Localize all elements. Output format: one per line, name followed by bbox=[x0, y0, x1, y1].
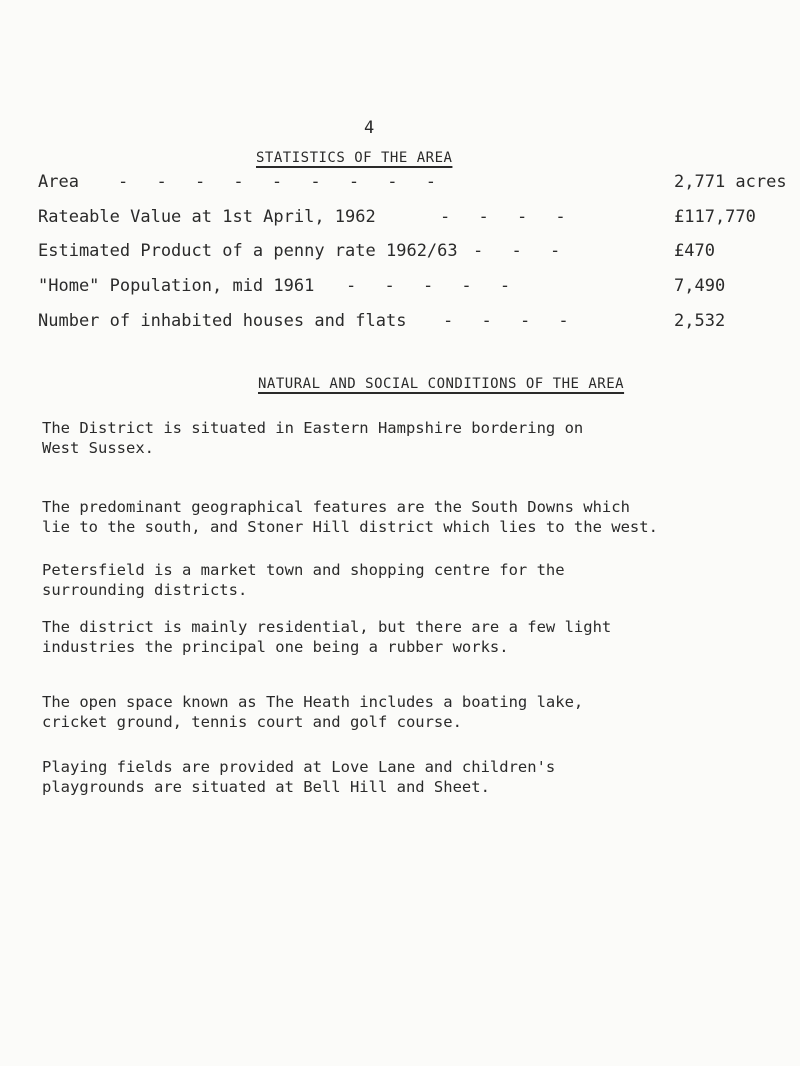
paragraph-line: The District is situated in Eastern Hampshire bordering on bbox=[42, 419, 584, 437]
stat-leader-dashes: - - - - - - - - - bbox=[118, 172, 445, 192]
paragraph-line: industries the principal one being a rubber works. bbox=[42, 638, 509, 656]
stat-label: "Home" Population, mid 1961 bbox=[38, 276, 315, 296]
stat-label: Rateable Value at 1st April, 1962 bbox=[38, 207, 376, 227]
stat-leader-dashes: - - - bbox=[473, 241, 570, 261]
paragraph-line: The predominant geographical features are the South Downs which bbox=[42, 498, 630, 516]
stat-value: £117,770 bbox=[674, 207, 756, 227]
paragraph-line: surrounding districts. bbox=[42, 581, 248, 599]
stat-row-area bbox=[38, 172, 800, 196]
stat-leader-dashes: - - - - bbox=[440, 207, 575, 227]
paragraph-playing-fields bbox=[42, 757, 702, 797]
paragraph-heath bbox=[42, 692, 702, 732]
stat-value: £470 bbox=[674, 241, 715, 261]
paragraph-line: lie to the south, and Stoner Hill district which lies to the west. bbox=[42, 518, 658, 536]
page-number: 4 bbox=[364, 118, 375, 138]
stat-row-rateable-value bbox=[38, 207, 800, 231]
paragraph-line: The open space known as The Heath includes a boating lake, bbox=[42, 693, 584, 711]
paragraph-geography bbox=[42, 497, 702, 537]
stat-row-inhabited-houses bbox=[38, 311, 800, 335]
paragraph-line: Playing fields are provided at Love Lane and children's bbox=[42, 758, 556, 776]
stat-label: Estimated Product of a penny rate 1962/63 bbox=[38, 241, 458, 261]
paragraph-industry bbox=[42, 617, 702, 657]
natural-social-heading: NATURAL AND SOCIAL CONDITIONS OF THE AREA bbox=[258, 376, 625, 392]
stat-leader-dashes: - - - - bbox=[443, 311, 578, 331]
paragraph-line: playgrounds are situated at Bell Hill and Sheet. bbox=[42, 778, 490, 796]
stat-label: Number of inhabited houses and flats bbox=[38, 311, 407, 331]
paragraph-line: cricket ground, tennis court and golf course. bbox=[42, 713, 462, 731]
stat-value: 2,532 bbox=[674, 311, 726, 331]
stat-value: 2,771 acres bbox=[674, 172, 787, 192]
paragraph-line: Petersfield is a market town and shopping centre for the bbox=[42, 561, 565, 579]
stat-leader-dashes: - - - - - bbox=[346, 276, 520, 296]
paragraph-line: The district is mainly residential, but there are a few light bbox=[42, 618, 612, 636]
paragraph-line: West Sussex. bbox=[42, 439, 154, 457]
stat-value: 7,490 bbox=[674, 276, 726, 296]
stat-row-home-population bbox=[38, 276, 800, 300]
statistics-heading: STATISTICS OF THE AREA bbox=[256, 150, 453, 166]
stat-row-penny-rate bbox=[38, 241, 800, 265]
stat-label: Area bbox=[38, 172, 79, 192]
paragraph-location bbox=[42, 418, 702, 458]
paragraph-market-town bbox=[42, 560, 702, 600]
